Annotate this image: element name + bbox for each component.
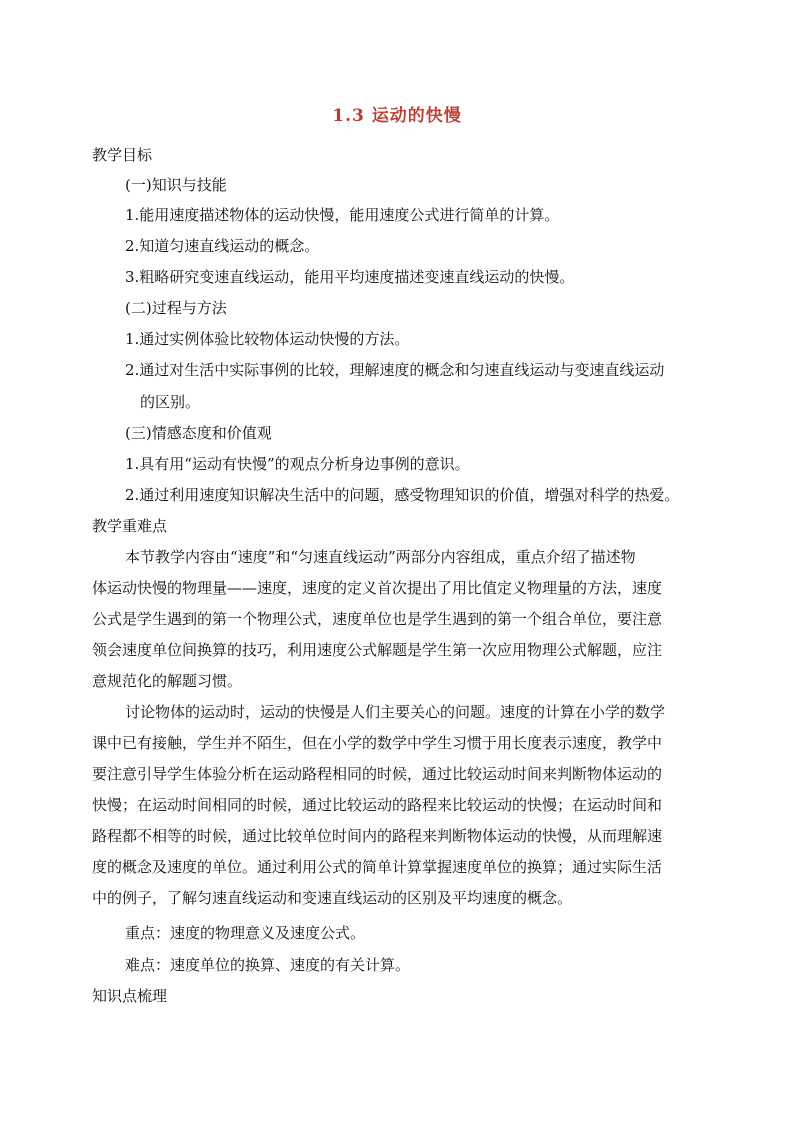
paragraph2-line-4: 快慢；在运动时间相同的时候，通过比较运动的路程来比较运动的快慢；在运动时间和 [92, 796, 663, 814]
paragraph2-line-1: 讨论物体的运动时，运动的快慢是人们主要关心的问题。速度的计算在小学的数学 [125, 703, 666, 721]
paragraph1-line-5: 意规范化的解题习惯。 [92, 672, 243, 690]
knowledge-map-heading: 知识点梳理 [92, 987, 168, 1005]
knowledge-item-2: 2.知道匀速直线运动的概念。 [125, 237, 320, 255]
paragraph2-line-6: 度的概念及速度的单位。通过利用公式的简单计算掌握速度单位的换算；通过实际生活 [92, 858, 663, 876]
objectives-heading: 教学目标 [92, 146, 153, 164]
paragraph2-line-5: 路程都不相等的时候，通过比较单位时间内的路程来判断物体运动的快慢，从而理解速 [92, 827, 663, 845]
process-item-1: 1.通过实例体验比较物体运动快慢的方法。 [125, 330, 410, 348]
paragraph2-line-7: 中的例子，了解匀速直线运动和变速直线运动的区别及平均速度的概念。 [92, 889, 573, 907]
paragraph2-line-3: 要注意引导学生体验分析在运动路程相同的时候，通过比较运动时间来判断物体运动的 [92, 765, 663, 783]
paragraph1-line-2: 体运动快慢的物理量——速度，速度的定义首次提出了用比值定义物理量的方法，速度 [92, 579, 663, 597]
emotion-item-2: 2.通过利用速度知识解决生活中的问题，感受物理知识的价值，增强对科学的热爱。 [125, 486, 680, 504]
emotion-values-heading: (三)情感态度和价值观 [125, 424, 272, 442]
difficulty-statement: 难点：速度单位的换算、速度的有关计算。 [125, 956, 411, 974]
paragraph1-line-3: 公式是学生遇到的第一个物理公式，速度单位也是学生遇到的第一个组合单位，要注意 [92, 610, 663, 628]
paragraph1-line-4: 领会速度单位间换算的技巧，利用速度公式解题是学生第一次应用物理公式解题，应注 [92, 641, 663, 659]
knowledge-skills-heading: (一)知识与技能 [125, 176, 227, 194]
process-item-2: 2.通过对生活中实际事例的比较，理解速度的概念和匀速直线运动与变速直线运动 [125, 361, 665, 379]
key-points-heading: 教学重难点 [92, 517, 168, 535]
knowledge-item-1: 1.能用速度描述物体的运动快慢，能用速度公式进行简单的计算。 [125, 206, 560, 224]
emotion-item-1: 1.具有用“运动有快慢”的观点分析身边事例的意识。 [125, 455, 470, 473]
process-methods-heading: (二)过程与方法 [125, 299, 227, 317]
paragraph2-line-2: 课中已有接触，学生并不陌生，但在小学的数学中学生习惯于用长度表示速度，教学中 [92, 734, 663, 752]
focus-statement: 重点：速度的物理意义及速度公式。 [125, 924, 366, 942]
process-item-2-continued: 的区别。 [140, 393, 201, 411]
page-title: 1.3 运动的快慢 [332, 106, 462, 126]
paragraph1-line-1: 本节教学内容由“速度”和“匀速直线运动”两部分内容组成，重点介绍了描述物 [125, 548, 636, 566]
knowledge-item-3: 3.粗略研究变速直线运动，能用平均速度描述变速直线运动的快慢。 [125, 268, 575, 286]
